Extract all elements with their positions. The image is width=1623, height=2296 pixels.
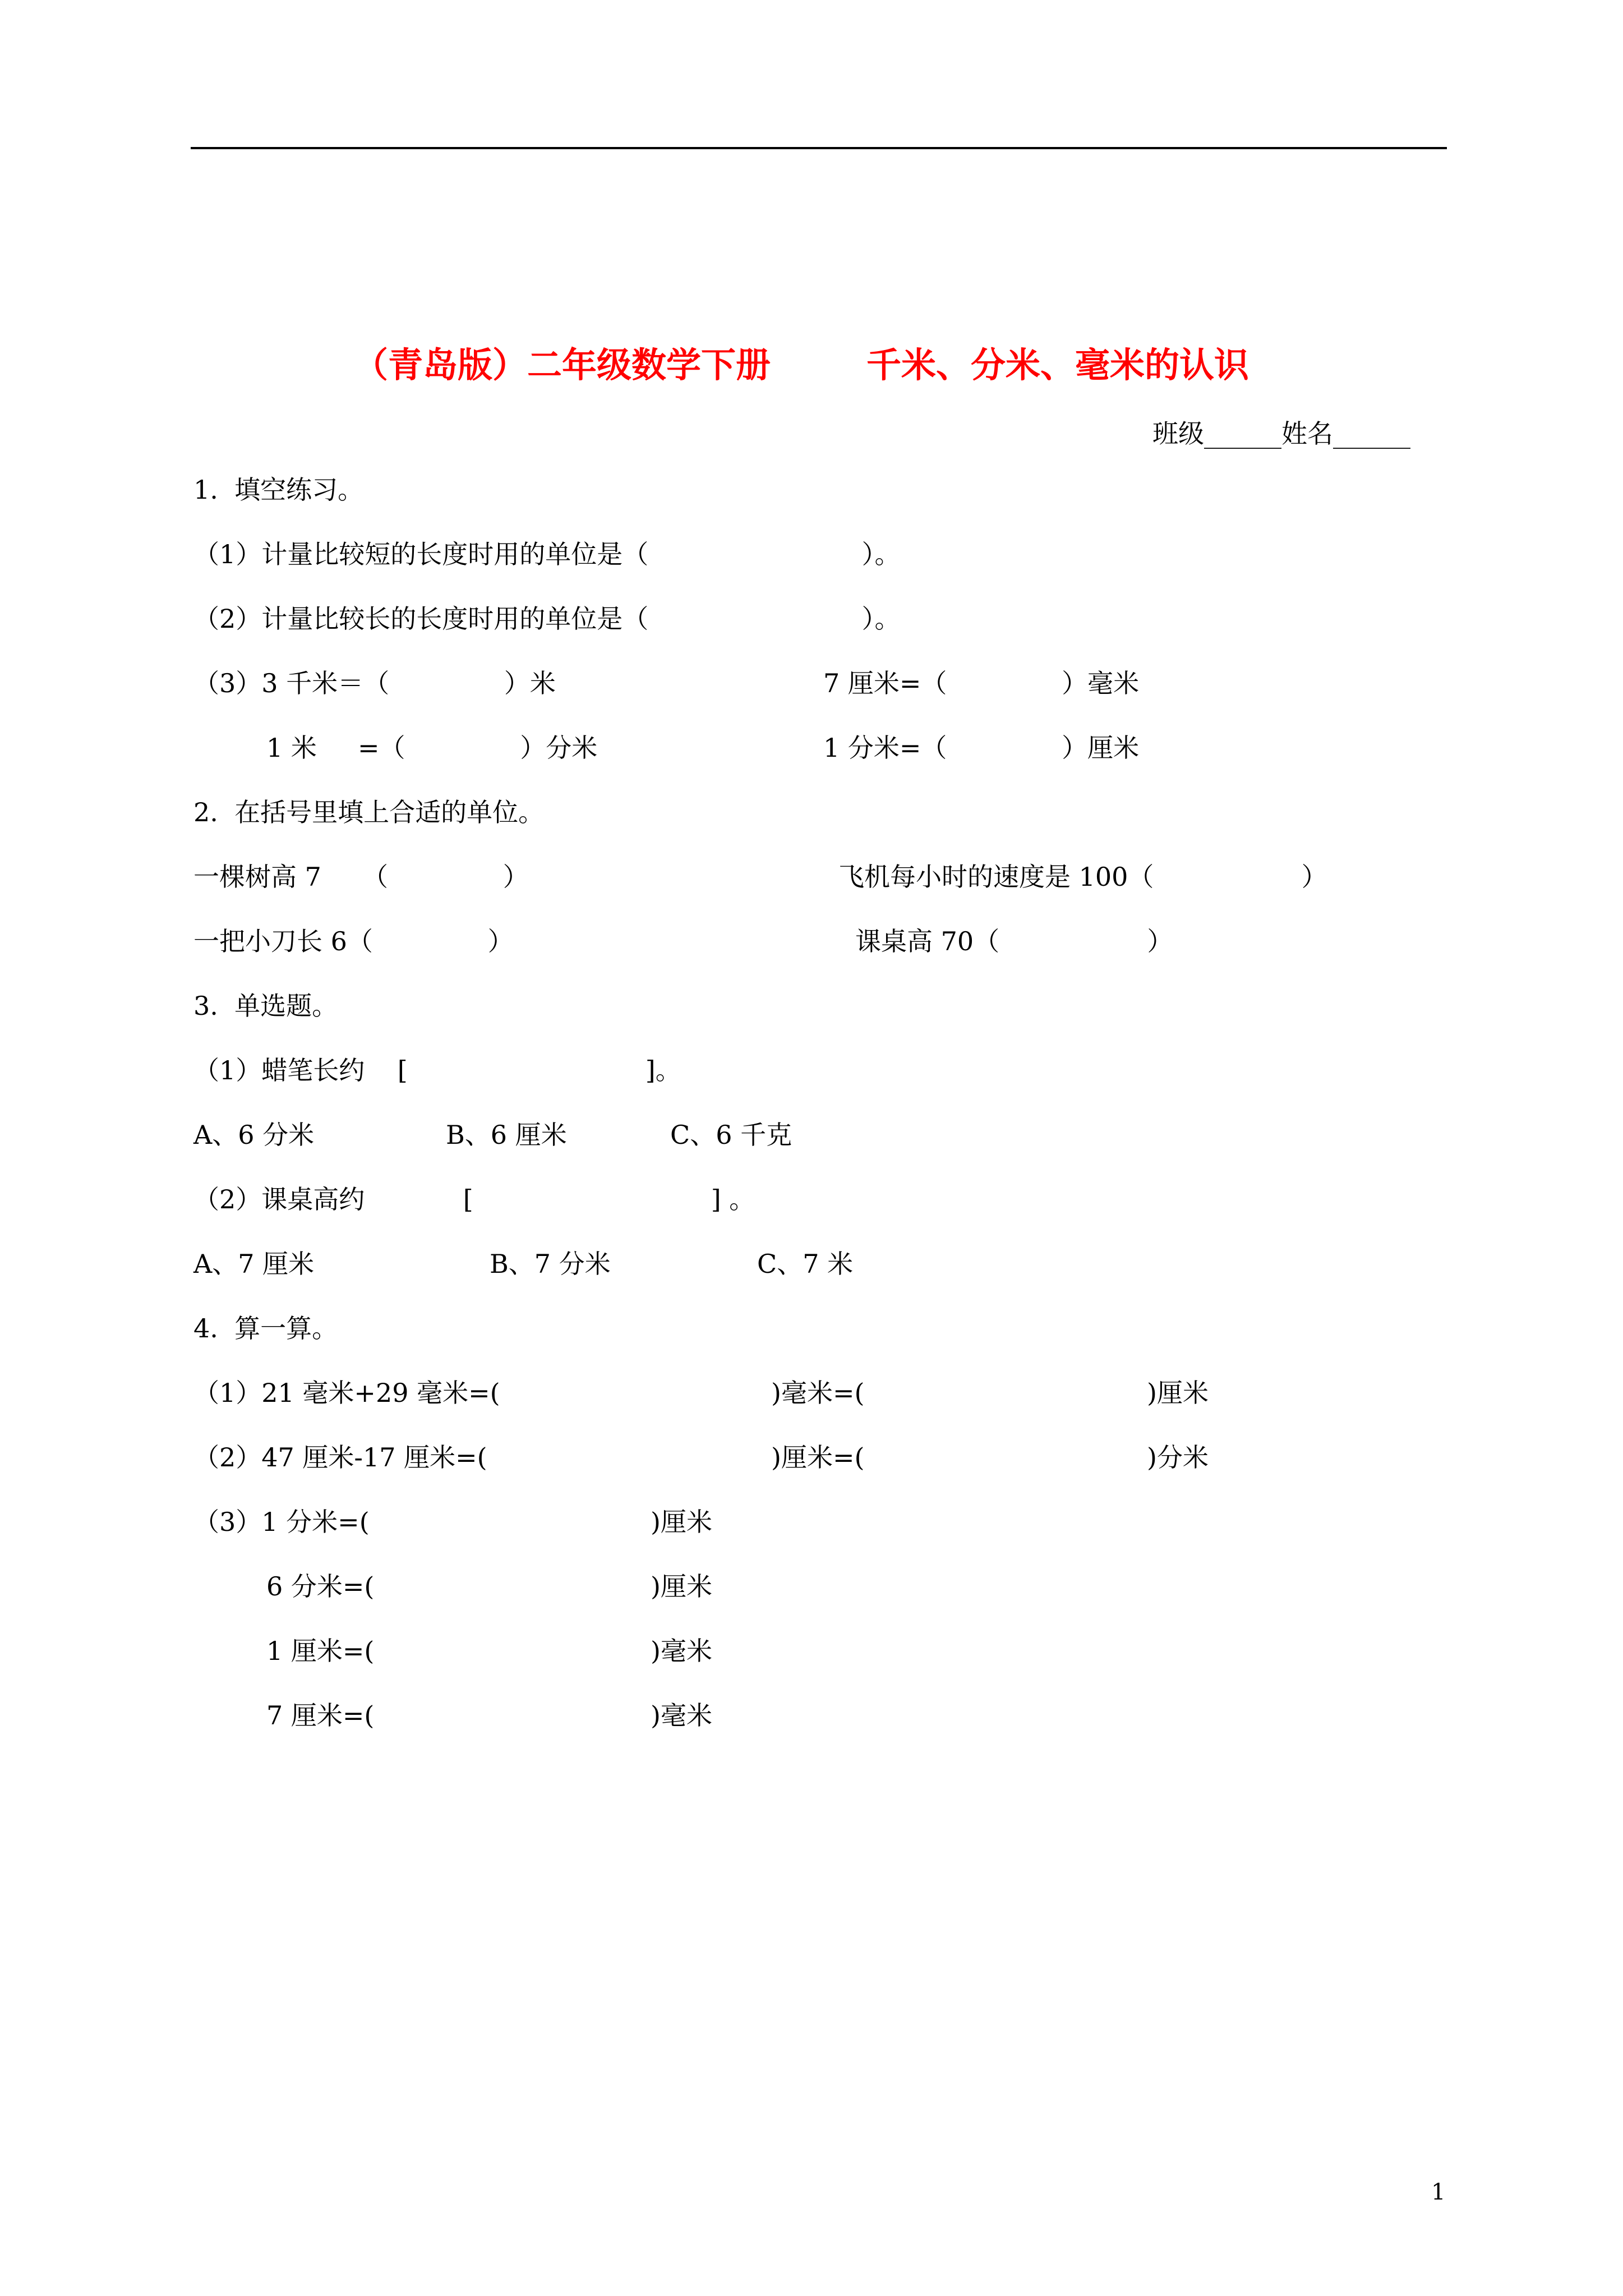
q4-item3b-right: )厘米 bbox=[651, 1571, 712, 1602]
q3-item1: （1）蜡笔长约 [ ]。 bbox=[193, 1055, 681, 1085]
q4-item3d-right: )毫米 bbox=[651, 1700, 712, 1731]
q4-item1-part3: )厘米 bbox=[1147, 1378, 1209, 1408]
q1-item3b: 7 厘米=（ ）毫米 bbox=[823, 668, 1140, 698]
q1-item1: （1）计量比较短的长度时用的单位是（ ）。 bbox=[193, 539, 901, 569]
q4-item3a-right: )厘米 bbox=[651, 1507, 712, 1537]
q1-item2: （2）计量比较长的长度时用的单位是（ ）。 bbox=[193, 604, 901, 634]
header-rule bbox=[191, 147, 1447, 149]
q1-heading: 1. 填空练习。 bbox=[193, 475, 364, 505]
q4-item2-part3: )分米 bbox=[1147, 1442, 1209, 1473]
doc-title-left: （青岛版）二年级数学下册 bbox=[353, 344, 771, 385]
q2-item-d: 课桌高 70（ ） bbox=[855, 926, 1173, 956]
q3-item1-option-a: A、6 分米 bbox=[193, 1120, 315, 1150]
class-name-line: 班级______姓名______ bbox=[1152, 418, 1410, 449]
q4-item3d-left: 7 厘米=( bbox=[266, 1700, 375, 1731]
q1-item3d: 1 分米=（ ）厘米 bbox=[823, 733, 1140, 763]
q2-item-c: 一把小刀长 6（ ） bbox=[193, 926, 514, 956]
q2-heading: 2. 在括号里填上合适的单位。 bbox=[193, 797, 545, 827]
q4-item3b-left: 6 分米=( bbox=[266, 1571, 375, 1602]
q3-heading: 3. 单选题。 bbox=[193, 991, 338, 1021]
q4-item2-part1: （2）47 厘米-17 厘米=( bbox=[193, 1442, 487, 1473]
q3-item1-option-c: C、6 千克 bbox=[670, 1120, 792, 1150]
doc-title-right: 千米、分米、毫米的认识 bbox=[866, 344, 1249, 385]
q3-item2: （2）课桌高约 [ ] 。 bbox=[193, 1184, 755, 1214]
q4-item1-part1: （1）21 毫米+29 毫米=( bbox=[193, 1378, 500, 1408]
q4-heading: 4. 算一算。 bbox=[193, 1313, 338, 1343]
q3-item2-option-c: C、7 米 bbox=[757, 1249, 854, 1279]
page-number: 1 bbox=[1431, 2179, 1446, 2205]
q4-item3a-left: （3）1 分米=( bbox=[193, 1507, 370, 1537]
q1-item3c: 1 米 =（ ）分米 bbox=[266, 733, 598, 763]
q2-item-a: 一棵树高 7 （ ） bbox=[193, 862, 529, 892]
q3-item1-option-b: B、6 厘米 bbox=[446, 1120, 567, 1150]
q4-item1-part2: )毫米=( bbox=[771, 1378, 865, 1408]
q4-item3c-left: 1 厘米=( bbox=[266, 1636, 375, 1666]
q1-item3a: （3）3 千米＝（ ）米 bbox=[193, 668, 556, 698]
q4-item3c-right: )毫米 bbox=[651, 1636, 712, 1666]
q3-item2-option-a: A、7 厘米 bbox=[193, 1249, 315, 1279]
q4-item2-part2: )厘米=( bbox=[771, 1442, 865, 1473]
q2-item-b: 飞机每小时的速度是 100（ ） bbox=[838, 862, 1327, 892]
q3-item2-option-b: B、7 分米 bbox=[490, 1249, 611, 1279]
